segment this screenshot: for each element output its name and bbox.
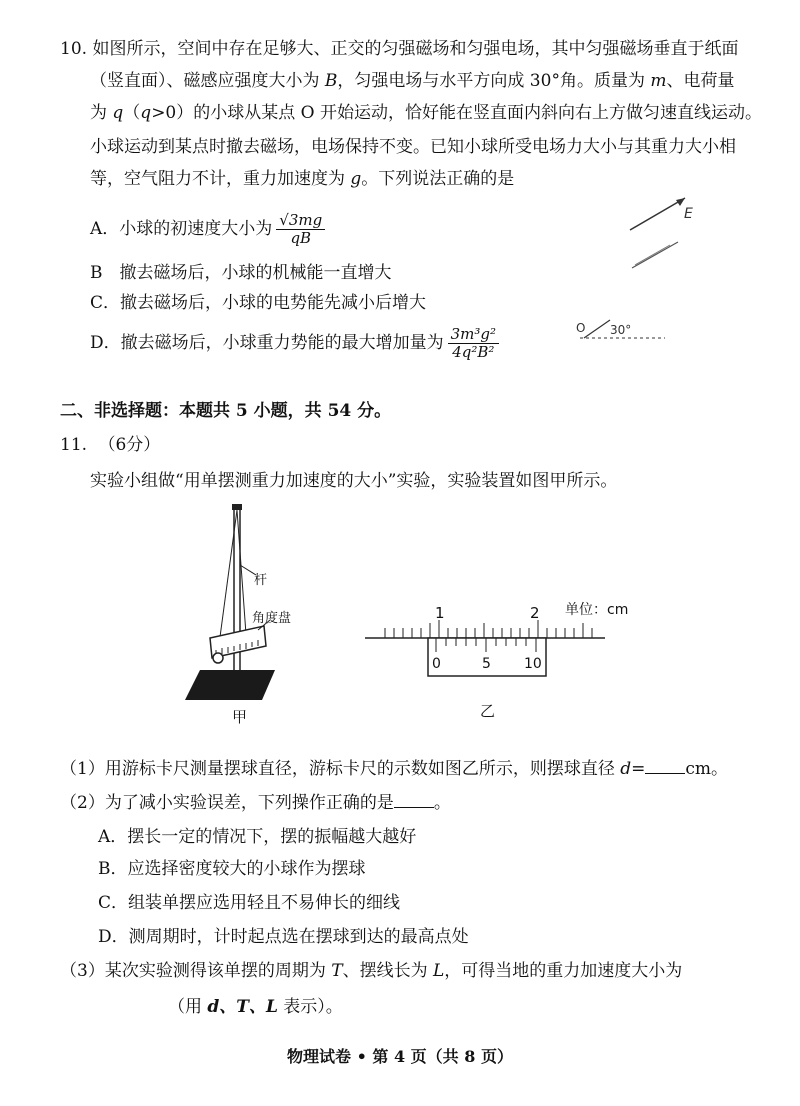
optA-fraction: $\frac{√3mg}{qB}$ <box>276 212 325 247</box>
q10-option-a: A．小球的初速度大小为 $\frac{√3mg}{qB}$ <box>90 212 325 247</box>
q11-score: （6分） <box>98 435 161 455</box>
q11-intro: 实验小组做“用单摆测重力加速度的大小”实验，实验装置如图甲所示。 <box>90 471 618 491</box>
q10-line4: 小球运动到某点时撤去磁场，电场保持不变。已知小球所受电场力大小与其重力大小相 <box>90 137 736 157</box>
q11-part2: （2）为了减小实验误差，下列操作正确的是 。 <box>60 793 451 813</box>
q11-part1: （1）用游标卡尺测量摆球直径，游标卡尺的示数如图乙所示，则摆球直径 d= cm。 <box>60 759 729 779</box>
q11-part2-option-a: A．摆长一定的情况下，摆的振幅越大越好 <box>98 827 417 847</box>
main-scale-2: 2 <box>530 604 540 622</box>
field-line-2 <box>632 242 678 268</box>
page-footer: 物理试卷 • 第 4 页（共 8 页） <box>287 1047 513 1066</box>
rod-cap <box>232 504 242 510</box>
q10-option-c: C．撤去磁场后，小球的电势能先减小后增大 <box>90 293 427 313</box>
vernier-10: 10 <box>524 656 542 672</box>
vernier-5: 5 <box>482 656 491 672</box>
fig-E-label: E <box>684 206 693 222</box>
fig-dial-label: 角度盘 <box>252 611 292 626</box>
pendulum-bob <box>213 653 223 663</box>
q11-part3: （3）某次实验测得该单摆的周期为 T、摆线长为 L，可得当地的重力加速度大小为 <box>60 961 683 981</box>
field-line-1 <box>630 198 685 230</box>
optD-fraction: $\frac{\text{3m³g²}}{\text{4q²B²}}$ <box>448 326 499 361</box>
q10-field-figure <box>570 190 700 360</box>
answer-blank-diameter[interactable] <box>645 759 685 774</box>
q11-header <box>60 434 160 456</box>
fig-angle-label: 30° <box>610 323 632 337</box>
q10-option-b: B 撤去磁场后，小球的机械能一直增大 <box>90 263 392 283</box>
vernier-figure <box>360 598 650 723</box>
q10-option-d: D．撤去磁场后，小球重力势能的最大增加量为 $\frac{\text{3m³g²}}{\text{4q²B²}}$ <box>90 326 499 361</box>
answer-blank-operation[interactable] <box>394 793 434 808</box>
angle-ray <box>584 320 610 338</box>
main-scale-ticks <box>385 620 592 638</box>
field-arrow-1 <box>676 198 685 206</box>
q11-part3-note: （用 d、T、L 表示）。 <box>98 996 343 1018</box>
q11-part2-option-c: C．组装单摆应选用轻且不易伸长的细线 <box>98 893 401 913</box>
fig-yi-label: 乙 <box>480 702 496 720</box>
fig-rod-label: 杆 <box>254 573 268 588</box>
q10-number: 10. <box>60 39 88 59</box>
q10-line5: 等，空气阻力不计，重力加速度为 g。下列说法正确的是 <box>90 169 515 189</box>
q10-line2: （竖直面）、磁感应强度大小为 B，匀强电场与水平方向成 30°角。质量为 m、电荷量 <box>90 71 735 91</box>
base-plate <box>185 670 275 700</box>
fig-O-label: O <box>576 321 586 335</box>
fig-jia-label: 甲 <box>232 708 248 726</box>
field-line-3 <box>635 245 670 265</box>
pendulum-figure <box>180 500 320 730</box>
q10-line1: 10. 如图所示，空间中存在足够大、正交的匀强磁场和匀强电场，其中匀强磁场垂直于纸面 <box>60 39 739 59</box>
vernier-0: 0 <box>432 656 441 672</box>
section2-title: 二、非选择题：本题共 5 小题，共 54 分。 <box>60 401 392 421</box>
q11-number: 11. <box>60 435 88 455</box>
q11-part2-option-d: D．测周期时，计时起点选在摆球到达的最高点处 <box>98 927 469 947</box>
fig-unit-label: 单位：cm <box>565 602 629 618</box>
main-scale-1: 1 <box>435 604 445 622</box>
answer-blank-gravity[interactable] <box>98 997 168 1012</box>
q10-line3: 为 q（q>0）的小球从某点 O 开始运动，恰好能在竖直面内斜向右上方做匀速直线运动。 <box>90 103 762 123</box>
q11-part2-option-b: B．应选择密度较大的小球作为摆球 <box>98 859 366 879</box>
